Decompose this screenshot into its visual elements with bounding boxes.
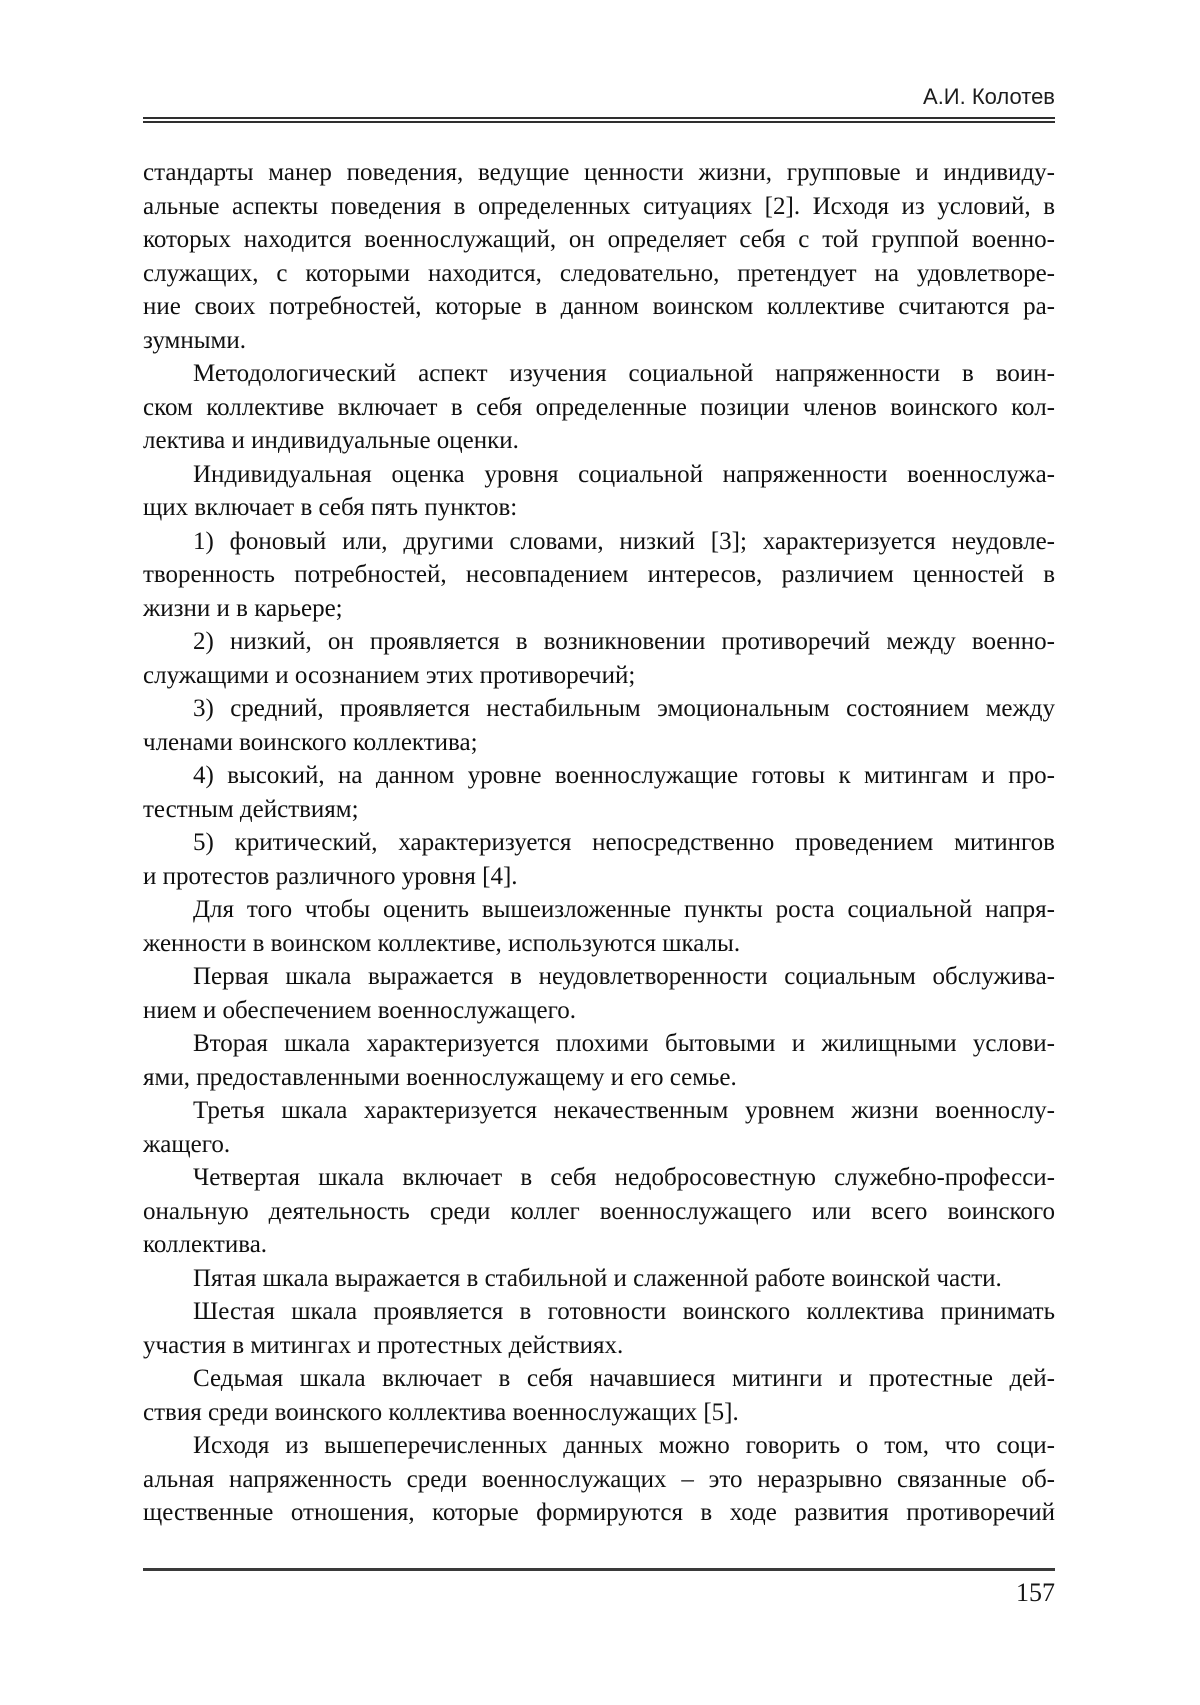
- footer-rule: [143, 1568, 1055, 1571]
- text-line: и протестов различного уровня [4].: [143, 862, 518, 890]
- text-line: Шестая шкала проявляется в готовности воинского коллектива принимать: [193, 1298, 1055, 1325]
- text-line: Первая шкала выражается в неудовлетворенности социальным обслужива-: [193, 963, 1055, 990]
- header-double-rule: [143, 117, 1055, 123]
- text-line: членами воинского коллектива;: [143, 728, 478, 756]
- text-line: Вторая шкала характеризуется плохими бытовыми и жилищными услови-: [193, 1030, 1055, 1057]
- text-line: нием и обеспечением военнослужащего.: [143, 996, 576, 1024]
- text-line: ствия среди воинского коллектива военнослужащих [5].: [143, 1398, 739, 1426]
- text-line: 1) фоновый или, другими словами, низкий [3]; характеризуется неудовле-: [193, 527, 1055, 555]
- text-line: зумными.: [143, 326, 246, 354]
- text-line: ями, предоставленными военнослужащему и его семье.: [143, 1063, 737, 1091]
- text-line: 4) высокий, на данном уровне военнослужащие готовы к митингам и про-: [193, 762, 1055, 789]
- text-line: Для того чтобы оценить вышеизложенные пункты роста социальной напря-: [193, 896, 1055, 923]
- text-line: щих включает в себя пять пунктов:: [143, 494, 518, 521]
- text-line: участия в митингах и протестных действиях.: [143, 1331, 624, 1359]
- text-line: творенность потребностей, несовпадением интересов, различием ценностей в: [143, 561, 1055, 588]
- text-line: Исходя из вышеперечисленных данных можно говорить о том, что соци-: [193, 1432, 1055, 1459]
- text-line: служащими и осознанием этих противоречий;: [143, 661, 636, 689]
- text-line: которых находится военнослужащий, он определяет себя с той группой военно-: [143, 226, 1055, 253]
- text-line: альные аспекты поведения в определенных ситуациях [2]. Исходя из условий, в: [143, 192, 1055, 220]
- text-line: женности в воинском коллективе, используются шкалы.: [143, 929, 741, 957]
- text-line: Методологический аспект изучения социальной напряженности в воин-: [193, 360, 1055, 387]
- text-line: ском коллективе включает в себя определенные позиции членов воинского кол-: [143, 393, 1055, 421]
- text-line: служащих, с которыми находится, следовательно, претендует на удовлетворе-: [143, 259, 1055, 287]
- text-line: Пятая шкала выражается в стабильной и слаженной работе воинской части.: [193, 1264, 1002, 1292]
- text-line: тестным действиям;: [143, 795, 359, 823]
- text-line: ональную деятельность среди коллег военнослужащего или всего воинского: [143, 1197, 1055, 1225]
- text-line: 3) средний, проявляется нестабильным эмоциональным состоянием между: [193, 695, 1055, 722]
- page-number: 157: [1016, 1578, 1055, 1607]
- text-line: жизни и в карьере;: [143, 594, 343, 622]
- text-line: альная напряженность среди военнослужащих – это неразрывно связанные об-: [143, 1465, 1055, 1493]
- text-line: ние своих потребностей, которые в данном воинском коллективе считаются ра-: [143, 293, 1055, 320]
- text-line: стандарты манер поведения, ведущие ценности жизни, групповые и индивиду-: [143, 159, 1055, 186]
- text-line: Седьмая шкала включает в себя начавшиеся митинги и протестные дей-: [193, 1365, 1055, 1392]
- text-line: 5) критический, характеризуется непосредственно проведением митингов: [193, 829, 1055, 856]
- text-line: коллектива.: [143, 1231, 268, 1258]
- text-line: жащего.: [143, 1130, 231, 1158]
- text-line: Индивидуальная оценка уровня социальной напряженности военнослужа-: [193, 460, 1055, 488]
- text-line: Третья шкала характеризуется некачественным уровнем жизни военнослу-: [193, 1097, 1055, 1124]
- body-text: [143, 156, 1055, 1530]
- text-line: щественные отношения, которые формируются в ходе развития противоречий: [143, 1499, 1055, 1526]
- text-line: 2) низкий, он проявляется в возникновении противоречий между военно-: [193, 628, 1055, 655]
- running-head-author: А.И. Колотев: [923, 84, 1055, 109]
- text-line: Четвертая шкала включает в себя недобросовестную служебно-професси-: [193, 1164, 1055, 1191]
- text-line: лектива и индивидуальные оценки.: [143, 427, 519, 454]
